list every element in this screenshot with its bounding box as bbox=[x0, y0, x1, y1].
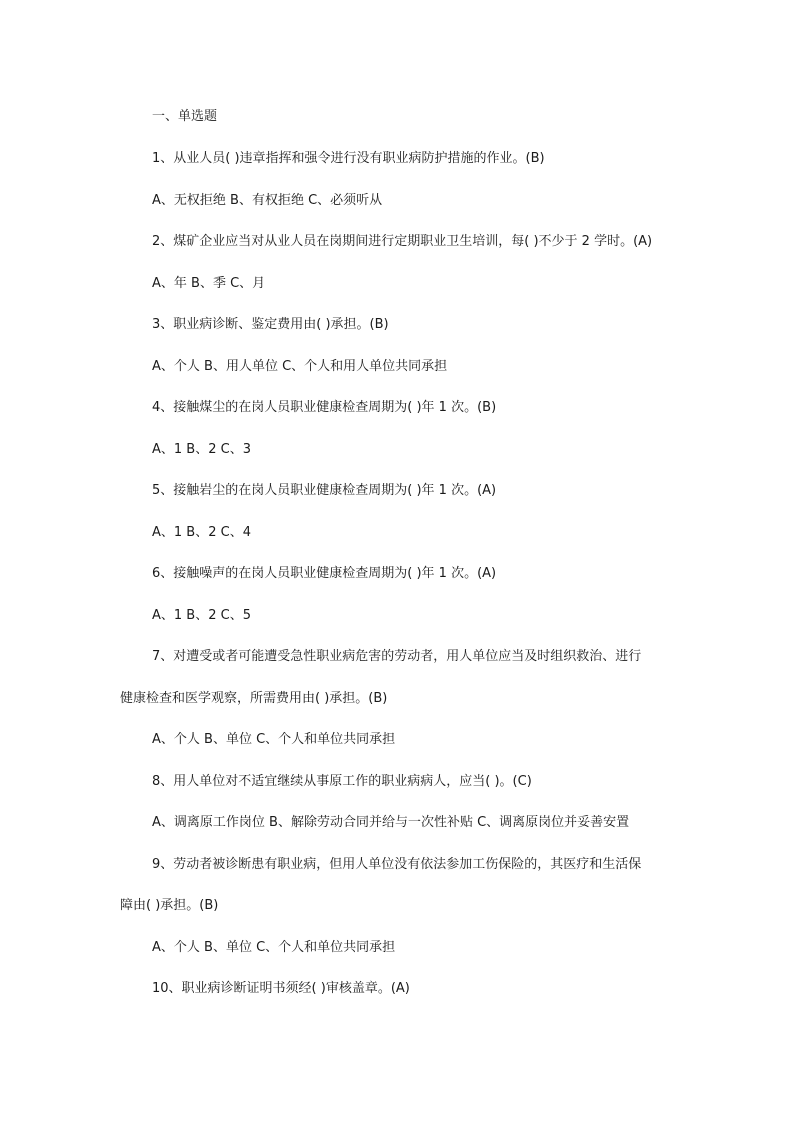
options-6: A、1 B、2 C、5 bbox=[152, 608, 251, 623]
options-2: A、年 B、季 C、月 bbox=[152, 276, 266, 291]
question-7-line-1: 7、对遭受或者可能遭受急性职业病危害的劳动者，用人单位应当及时组织救治、进行 bbox=[152, 649, 642, 664]
question-1: 1、从业人员( )违章指挥和强令进行没有职业病防护措施的作业。(B) bbox=[152, 151, 545, 166]
options-1: A、无权拒绝 B、有权拒绝 C、必须听从 bbox=[152, 193, 383, 208]
options-5: A、1 B、2 C、4 bbox=[152, 525, 251, 540]
question-9-line-1: 9、劳动者被诊断患有职业病，但用人单位没有依法参加工伤保险的，其医疗和生活保 bbox=[152, 857, 642, 872]
question-7-line-2: 健康检查和医学观察，所需费用由( )承担。(B) bbox=[120, 691, 388, 706]
question-4: 4、接触煤尘的在岗人员职业健康检查周期为( )年 1 次。(B) bbox=[152, 400, 497, 415]
question-8: 8、用人单位对不适宜继续从事原工作的职业病病人，应当( )。(C) bbox=[152, 774, 532, 789]
question-10: 10、职业病诊断证明书须经( )审核盖章。(A) bbox=[152, 981, 410, 996]
options-9: A、个人 B、单位 C、个人和单位共同承担 bbox=[152, 940, 396, 955]
question-2: 2、煤矿企业应当对从业人员在岗期间进行定期职业卫生培训，每( )不少于 2 学时。(A) bbox=[152, 234, 653, 249]
options-7: A、个人 B、单位 C、个人和单位共同承担 bbox=[152, 732, 396, 747]
question-6: 6、接触噪声的在岗人员职业健康检查周期为( )年 1 次。(A) bbox=[152, 566, 497, 581]
question-3: 3、职业病诊断、鉴定费用由( )承担。(B) bbox=[152, 317, 389, 332]
options-4: A、1 B、2 C、3 bbox=[152, 442, 251, 457]
question-5: 5、接触岩尘的在岗人员职业健康检查周期为( )年 1 次。(A) bbox=[152, 483, 497, 498]
options-8: A、调离原工作岗位 B、解除劳动合同并给与一次性补贴 C、调离原岗位并妥善安置 bbox=[152, 815, 630, 830]
section-title: 一、单选题 bbox=[152, 109, 218, 124]
question-9-line-2: 障由( )承担。(B) bbox=[120, 898, 219, 913]
options-3: A、个人 B、用人单位 C、个人和用人单位共同承担 bbox=[152, 359, 448, 374]
